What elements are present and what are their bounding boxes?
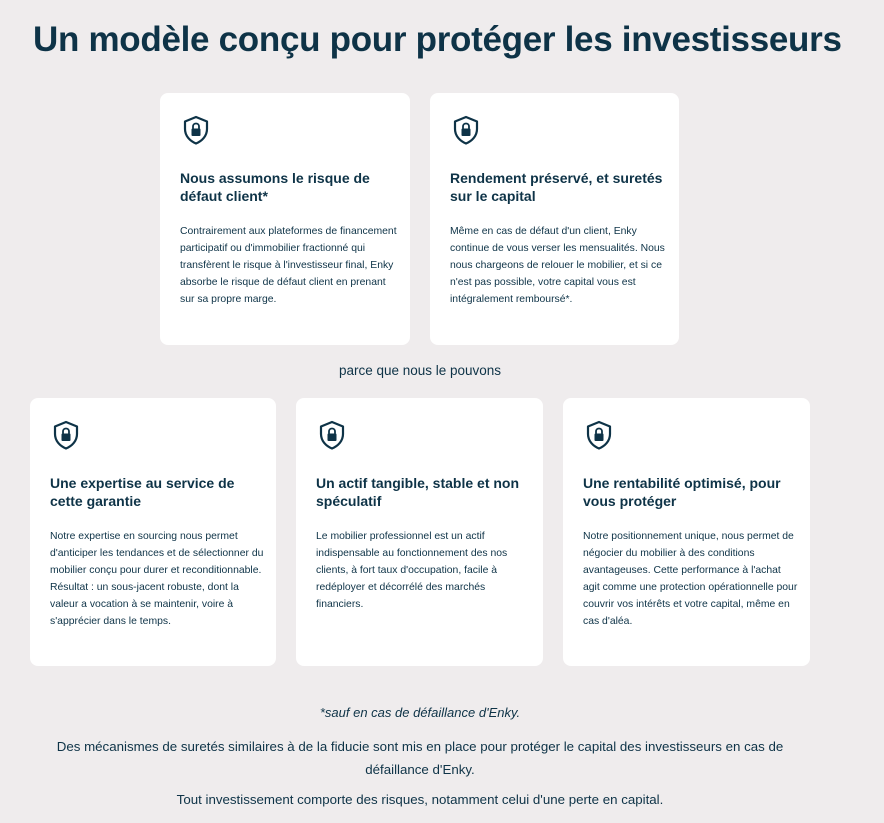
card-title: Rendement préservé, et suretés sur le capital <box>450 170 663 204</box>
card-title: Un actif tangible, stable et non spéculatif <box>316 475 520 509</box>
shield-lock-icon <box>182 115 210 145</box>
card-body: Le mobilier professionnel est un actif indispensable au fonctionnement des nos clients, à fort taux d'occupation, facile à redéployer et décorrélé des marchés financiers. <box>316 531 508 610</box>
page-title: Un modèle conçu pour protéger les investisseurs <box>33 20 842 59</box>
card-body: Même en cas de défaut d'un client, Enky continue de vous verser les mensualités. Nous nous chargeons de relouer le mobilier, et si ce n'est pas possible, votre capital vous est intégralement remboursé*. <box>450 226 665 305</box>
section-subtitle: parce que nous le pouvons <box>338 363 502 378</box>
shield-lock-icon <box>452 115 480 145</box>
card-title: Une rentabilité optimisé, pour vous protéger <box>583 475 781 509</box>
fiducie-note: Des mécanismes de suretés similaires à de la fiducie sont mis en place pour protéger le capital des investisseurs en cas de défaillance d'Enky. <box>56 739 784 777</box>
shield-lock-icon <box>52 420 80 450</box>
card-expertise <box>30 398 276 666</box>
asterisk-footnote: *sauf en cas de défaillance d'Enky. <box>319 705 521 720</box>
card-body: Notre positionnement unique, nous permet de négocier du mobilier à des conditions avantageuses. Cette performance à l'achat agit comme une protection opérationnelle pour couvrir vos intérêts et votre capital, même en cas d'aléa. <box>583 531 798 627</box>
risk-disclaimer: Tout investissement comporte des risques, notamment celui d'une perte en capital. <box>176 792 664 807</box>
card-body: Contrairement aux plateformes de financement participatif ou d'immobilier fractionné qui transfèrent le risque à l'investisseur final, Enky absorbe le risque de défaut client en prenant sur sa propre marge. <box>180 226 397 305</box>
card-title: Nous assumons le risque de défaut client* <box>180 170 370 204</box>
card-risque-defaut-client <box>160 93 410 345</box>
shield-lock-icon <box>318 420 346 450</box>
card-body: Notre expertise en sourcing nous permet d'anticiper les tendances et de sélectionner du mobilier conçu pour durer et reconditionnable. Résultat : un sous-jacent robuste, dont la valeur a vocation à se maintenir, voire à s'apprécier dans le temps. <box>50 531 264 627</box>
card-title: Une expertise au service de cette garantie <box>50 475 235 509</box>
card-rendement-preserve <box>430 93 679 345</box>
card-actif-tangible <box>296 398 543 666</box>
card-rentabilite-optimisee <box>563 398 810 666</box>
shield-lock-icon <box>585 420 613 450</box>
